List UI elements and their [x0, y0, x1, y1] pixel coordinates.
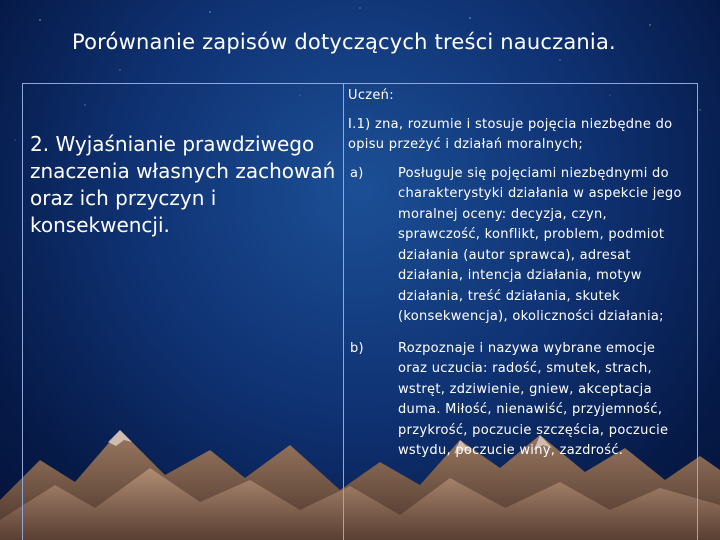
- list-item-text: Rozpoznaje i nazywa wybrane emocje oraz uczucia: radość, smutek, strach, wstręt, zdziwienie, gniew, akceptacja duma. Miłość, nienawiść, przyjemność, przykrość, poczucie szczęścia, poczucie wstydu, poczucie winy, zazdrość.: [398, 340, 669, 458]
- list-item-text: Posługuje się pojęciami niezbędnymi do charakterystyki działania w aspekcie jego moralnej oceny: decyzja, czyn, sprawczość, konflikt, problem, podmiot działania (autor sprawca), adresat działania, intencja działania, motyw działania, treść działania, skutek (konsekwencja), okoliczności działania;: [398, 165, 682, 324]
- student-header: Uczeń:: [348, 88, 394, 103]
- table-column-divider: [343, 83, 344, 540]
- right-column-content: [348, 86, 688, 462]
- list-item-marker: b): [350, 340, 364, 356]
- slide-title: Porównanie zapisów dotyczących treści nauczania.: [72, 30, 616, 54]
- list-item: [348, 339, 688, 462]
- list-item-marker: a): [350, 165, 364, 181]
- intro-text: zna, rozumie i stosuje pojęcia niezbędne do opisu przeżyć i działań moralnych;: [348, 116, 673, 152]
- left-column-heading: 2. Wyjaśnianie prawdziwego znaczenia własnych zachowań oraz ich przyczyn i konsekwencji.: [30, 132, 336, 237]
- intro-requirement: [348, 115, 688, 156]
- list-item: [348, 164, 688, 328]
- intro-number: I.1): [348, 116, 371, 132]
